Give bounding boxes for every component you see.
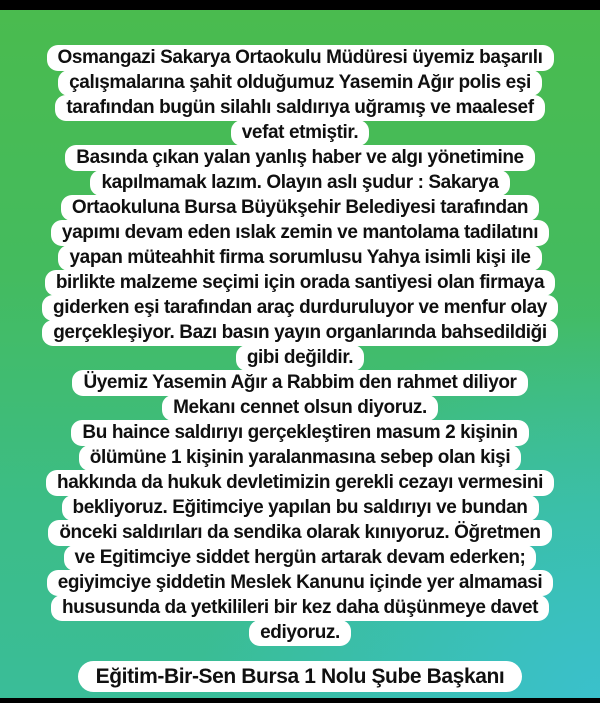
text-line: giderken eşi tarafından araç durduruluyor ve menfur olay — [42, 295, 558, 321]
text-line: Mekanı cennet olsun diyoruz. — [162, 395, 438, 421]
footer — [0, 661, 600, 692]
text-line: hususunda da yetkilileri bir kez daha düşünmeye davet — [51, 595, 549, 621]
text-line: Ortaokuluna Bursa Büyükşehir Belediyesi tarafından — [61, 195, 539, 221]
text-line: gerçekleşiyor. Bazı basın yayın organlarında bahsedildiği — [42, 320, 558, 346]
text-line: yapımı devam eden ıslak zemin ve mantolama tadilatını — [51, 220, 549, 246]
text-line: ediyoruz. — [249, 620, 351, 646]
announcement-text — [0, 45, 600, 646]
text-line: Bu haince saldırıyı gerçekleştiren masum 2 kişinin — [71, 420, 528, 446]
text-line: çalışmalarına şahit olduğumuz Yasemin Ağır polis eşi — [58, 70, 542, 96]
text-line: ölümüne 1 kişinin yaralanmasına sebep olan kişi — [79, 445, 521, 471]
bottom-letterbox-bar — [0, 698, 600, 703]
text-line: yapan müteahhit firma sorumlusu Yahya isimli kişi ile — [58, 245, 541, 271]
text-line: tarafından bugün silahlı saldırıya uğramış ve maalesef — [55, 95, 544, 121]
text-line: hakkında da hukuk devletimizin gerekli cezayı vermesini — [46, 470, 554, 496]
text-line: Osmangazi Sakarya Ortaokulu Müdüresi üyemiz başarılı — [47, 45, 554, 71]
text-line: ve Egitimciye siddet hergün artarak devam ederken; — [64, 545, 537, 571]
signature-line: Eğitim-Bir-Sen Bursa 1 Nolu Şube Başkanı — [78, 661, 523, 692]
text-line: birlikte malzeme seçimi için orada santiyesi olan firmaya — [45, 270, 555, 296]
text-line: Üyemiz Yasemin Ağır a Rabbim den rahmet diliyor — [72, 370, 527, 396]
text-line: Basında çıkan yalan yanlış haber ve algı yönetimine — [65, 145, 534, 171]
text-line: kapılmamak lazım. Olayın aslı şudur : Sakarya — [90, 170, 509, 196]
text-line: bekliyoruz. Eğitimciye yapılan bu saldırıyı ve bundan — [62, 495, 539, 521]
text-line: gibi değildir. — [236, 345, 364, 371]
text-line: vefat etmiştir. — [231, 120, 370, 146]
top-letterbox-bar — [0, 0, 600, 10]
text-line: egiyimciye şiddetin Meslek Kanunu içinde yer almamasi — [47, 570, 554, 596]
text-line: önceki saldırıları da sendika olarak kınıyoruz. Öğretmen — [48, 520, 551, 546]
